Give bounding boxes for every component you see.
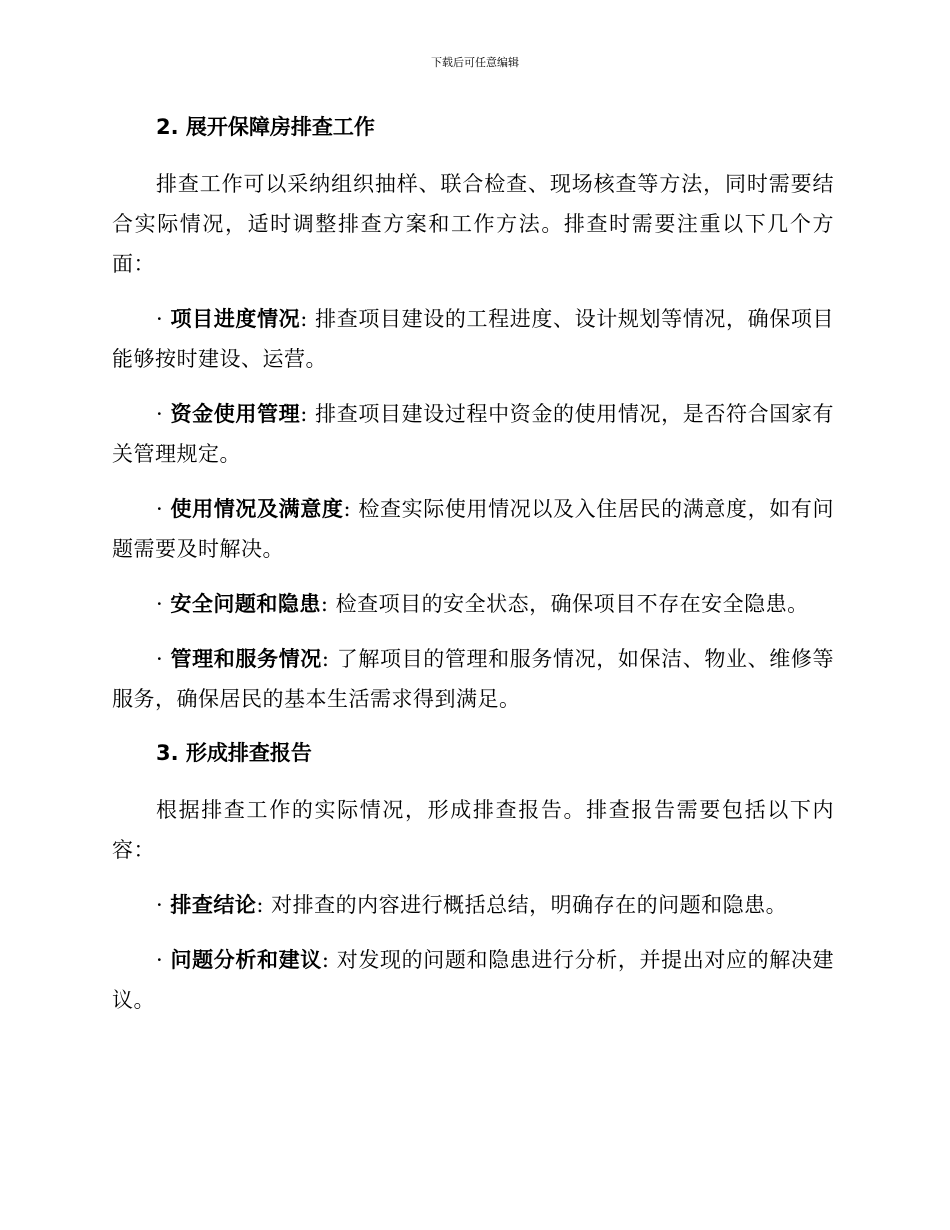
bullet-marker: · (156, 647, 171, 671)
bullet-marker: · (156, 893, 171, 917)
bullet-item (112, 489, 834, 569)
bullet-item (112, 639, 834, 719)
bullet-separator: : (320, 592, 336, 616)
bullet-text: 了解项目的管理和服务情况，如保洁、物业、维修等服务，确保居民的基本生活需求得到满足。 (112, 647, 834, 711)
bullet-separator: : (321, 647, 337, 671)
bullet-title: 问题分析和建议 (170, 948, 322, 972)
document-body (112, 108, 834, 1035)
bullet-title: 排查结论 (170, 893, 257, 917)
bullet-title: 项目进度情况 (170, 307, 301, 331)
bullet-marker: · (156, 948, 171, 972)
bullet-text: 检查项目的安全状态，确保项目不存在安全隐患。 (335, 592, 809, 616)
bullet-text: 排查项目建设过程中资金的使用情况，是否符合国家有关管理规定。 (112, 402, 834, 466)
bullet-marker: · (156, 592, 171, 616)
bullet-text: 排查项目建设的工程进度、设计规划等情况，确保项目能够按时建设、运营。 (112, 307, 834, 371)
bullet-title: 管理和服务情况 (170, 647, 322, 671)
bullet-title: 使用情况及满意度 (170, 497, 344, 521)
section-intro: 排查工作可以采纳组织抽样、联合检查、现场核查等方法，同时需要结合实际情况，适时调整排查方案和工作方法。排查时需要注重以下几个方面： (112, 172, 834, 276)
bullet-item (112, 940, 834, 1020)
bullet-separator: : (300, 402, 316, 426)
bullet-separator: : (256, 893, 272, 917)
bullet-text: 对发现的问题和隐患进行分析，并提出对应的解决建议。 (112, 948, 834, 1012)
bullet-text: 检查实际使用情况以及入住居民的满意度，如有问题需要及时解决。 (112, 497, 834, 561)
page-header: 下载后可任意编辑 (431, 56, 519, 69)
bullet-marker: · (156, 307, 171, 331)
bullet-marker: · (156, 402, 171, 426)
bullet-marker: · (156, 497, 171, 521)
bullet-text: 对排查的内容进行概括总结，明确存在的问题和隐患。 (271, 893, 788, 917)
bullet-item (112, 394, 834, 474)
section-intro: 根据排查工作的实际情况，形成排查报告。排查报告需要包括以下内容： (112, 798, 834, 862)
section-heading: 2. 展开保障房排查工作 (156, 115, 375, 139)
bullet-item (112, 299, 834, 379)
bullet-item (112, 885, 834, 925)
bullet-title: 安全问题和隐患 (170, 592, 321, 616)
bullet-title: 资金使用管理 (170, 402, 301, 426)
section-heading: 3. 形成排查报告 (156, 741, 312, 765)
bullet-separator: : (343, 497, 359, 521)
bullet-item (112, 584, 834, 624)
bullet-separator: : (300, 307, 316, 331)
bullet-separator: : (321, 948, 337, 972)
